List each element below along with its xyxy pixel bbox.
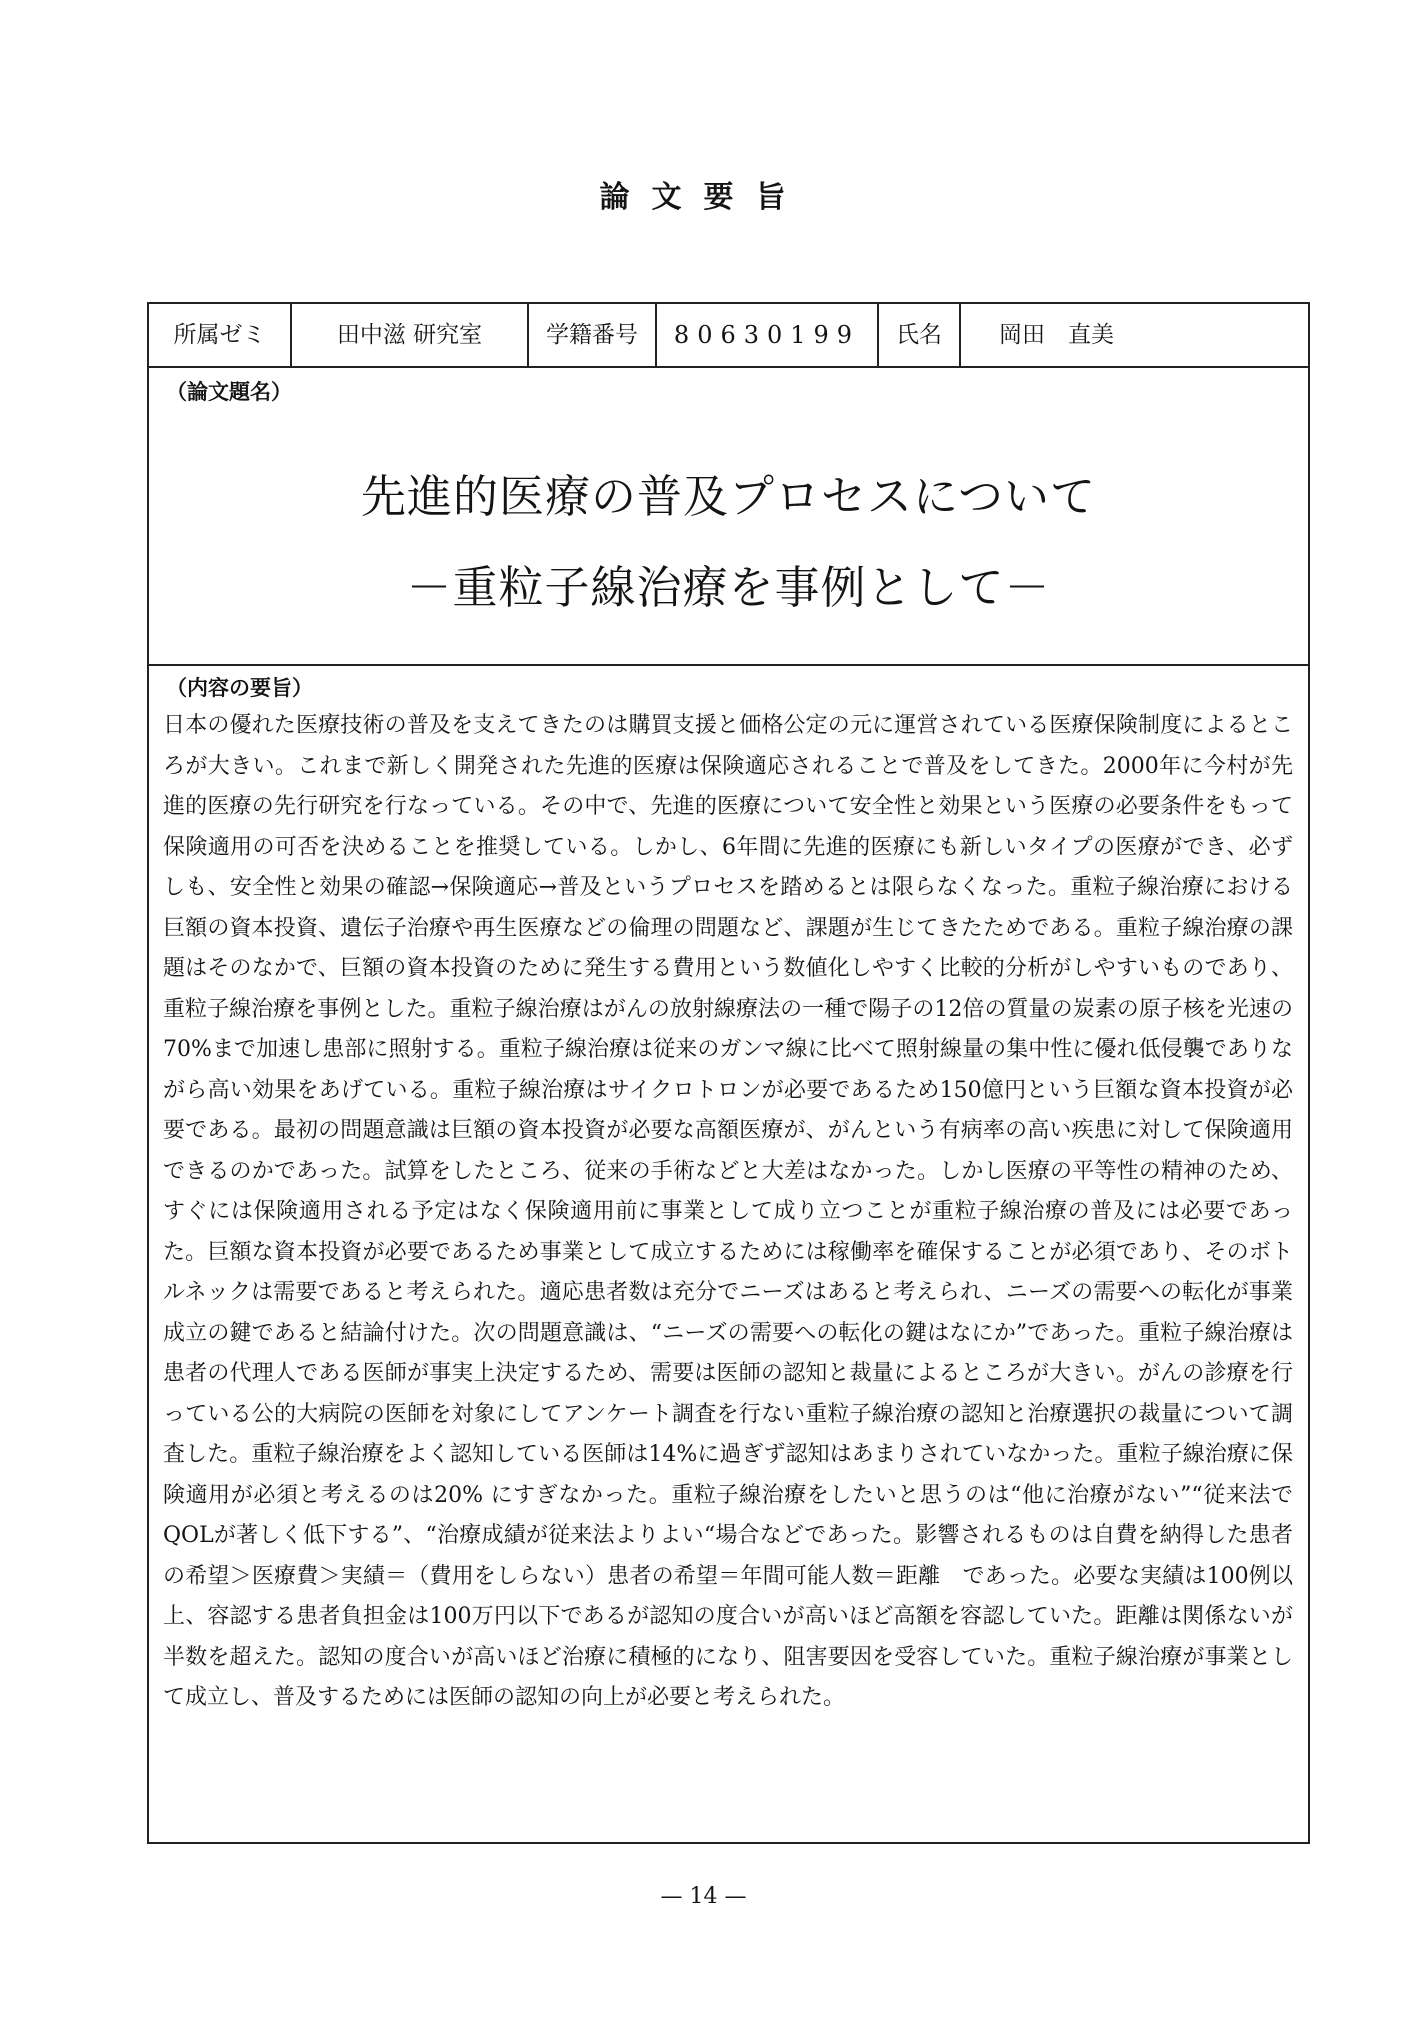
page-heading: 論文要旨 bbox=[599, 180, 808, 215]
student-id-value: 80630199 bbox=[657, 304, 879, 366]
seminar-label: 所属ゼミ bbox=[149, 304, 292, 366]
abstract-form bbox=[147, 302, 1310, 1844]
seminar-value: 田中滋 研究室 bbox=[292, 304, 529, 366]
page-number: — 14 — bbox=[660, 1884, 747, 1909]
summary-section bbox=[149, 666, 1308, 1844]
summary-label: （内容の要旨） bbox=[166, 675, 313, 700]
name-label: 氏名 bbox=[879, 304, 961, 366]
student-id-label: 学籍番号 bbox=[529, 304, 657, 366]
header-row bbox=[149, 304, 1308, 368]
thesis-title-label: （論文題名） bbox=[166, 379, 292, 404]
name-value: 岡田 直美 bbox=[999, 322, 1114, 348]
thesis-title: 先進的医療の普及プロセスについて bbox=[360, 470, 1097, 523]
thesis-title-section bbox=[149, 368, 1308, 666]
summary-body: 日本の優れた医療技術の普及を支えてきたのは購買支援と価格公定の元に運営されている医療保険制度によるところが大きい。これまで新しく開発された先進的医療は保険適応されることで普及をしてきた。2000年に今村が先進的医療の先行研究を行なっている。その中で、先進的医療について安全性と効果という医療の必要条件をもって保険適用の可否を決めることを推奨している。しかし、6年間に先進的医療にも新しいタイプの医療ができ、必ずしも、安全性と効果の確認→保険適応→普及というプロセスを踏めるとは限らなくなった。重粒子線治療における巨額の資本投資、遺伝子治療や再生医療などの倫理の問題など、課題が生じてきたためである。重粒子線治療の課題はそのなかで、巨額の資本投資のために発生する費用という数値化しやすく比較的分析がしやすいものであり、重粒子線治療を事例とした。重粒子線治療はがんの放射線療法の一種で陽子の12倍の質量の炭素の原子核を光速の70%まで加速し患部に照射する。重粒子線治療は従来のガンマ線に比べて照射線量の集中性に優れ低侵襲でありながら高い効果をあげている。重粒子線治療はサイクロトロンが必要であるため150億円という巨額な資本投資が必要である。最初の問題意識は巨額の資本投資が必要な高額医療が、がんという有病率の高い疾患に対して保険適用できるのかであった。試算をしたところ、従来の手術などと大差はなかった。しかし医療の平等性の精神のため、すぐには保険適用される予定はなく保険適用前に事業として成り立つことが重粒子線治療の普及には必要であった。巨額な資本投資が必要であるため事業として成立するためには稼働率を確保することが必須であり、そのボトルネックは需要であると考えられた。適応患者数は充分でニーズはあると考えられ、ニーズの需要への転化が事業成立の鍵であると結論付けた。次の問題意識は、“ニーズの需要への転化の鍵はなにか”であった。重粒子線治療は患者の代理人である医師が事実上決定するため、需要は医師の認知と裁量によるところが大きい。がんの診療を行っている公的大病院の医師を対象にしてアンケート調査を行ない重粒子線治療の認知と治療選択の裁量について調査した。重粒子線治療をよく認知している医師は14%に過ぎず認知はあまりされていなかった。重粒子線治療に保険適用が必須と考えるのは20% にすぎなかった。重粒子線治療をしたいと思うのは“他に治療がない”“従来法でQOLが著しく低下する”、“治療成績が従来法よりよい“場合などであった。影響されるものは自費を納得した患者の希望＞医療費＞実績＝（費用をしらない）患者の希望＝年間可能人数＝距離 であった。必要な実績は100例以上、容認する患者負担金は100万円以下であるが認知の度合いが高いほど高額を容認していた。距離は関係ないが半数を超えた。認知の度合いが高いほど治療に積極的になり、阻害要因を受容していた。重粒子線治療が事業として成立し、普及するためには医師の認知の向上が必要と考えられた。 bbox=[163, 713, 1293, 1710]
thesis-subtitle: －重粒子線治療を事例として－ bbox=[406, 561, 1051, 614]
